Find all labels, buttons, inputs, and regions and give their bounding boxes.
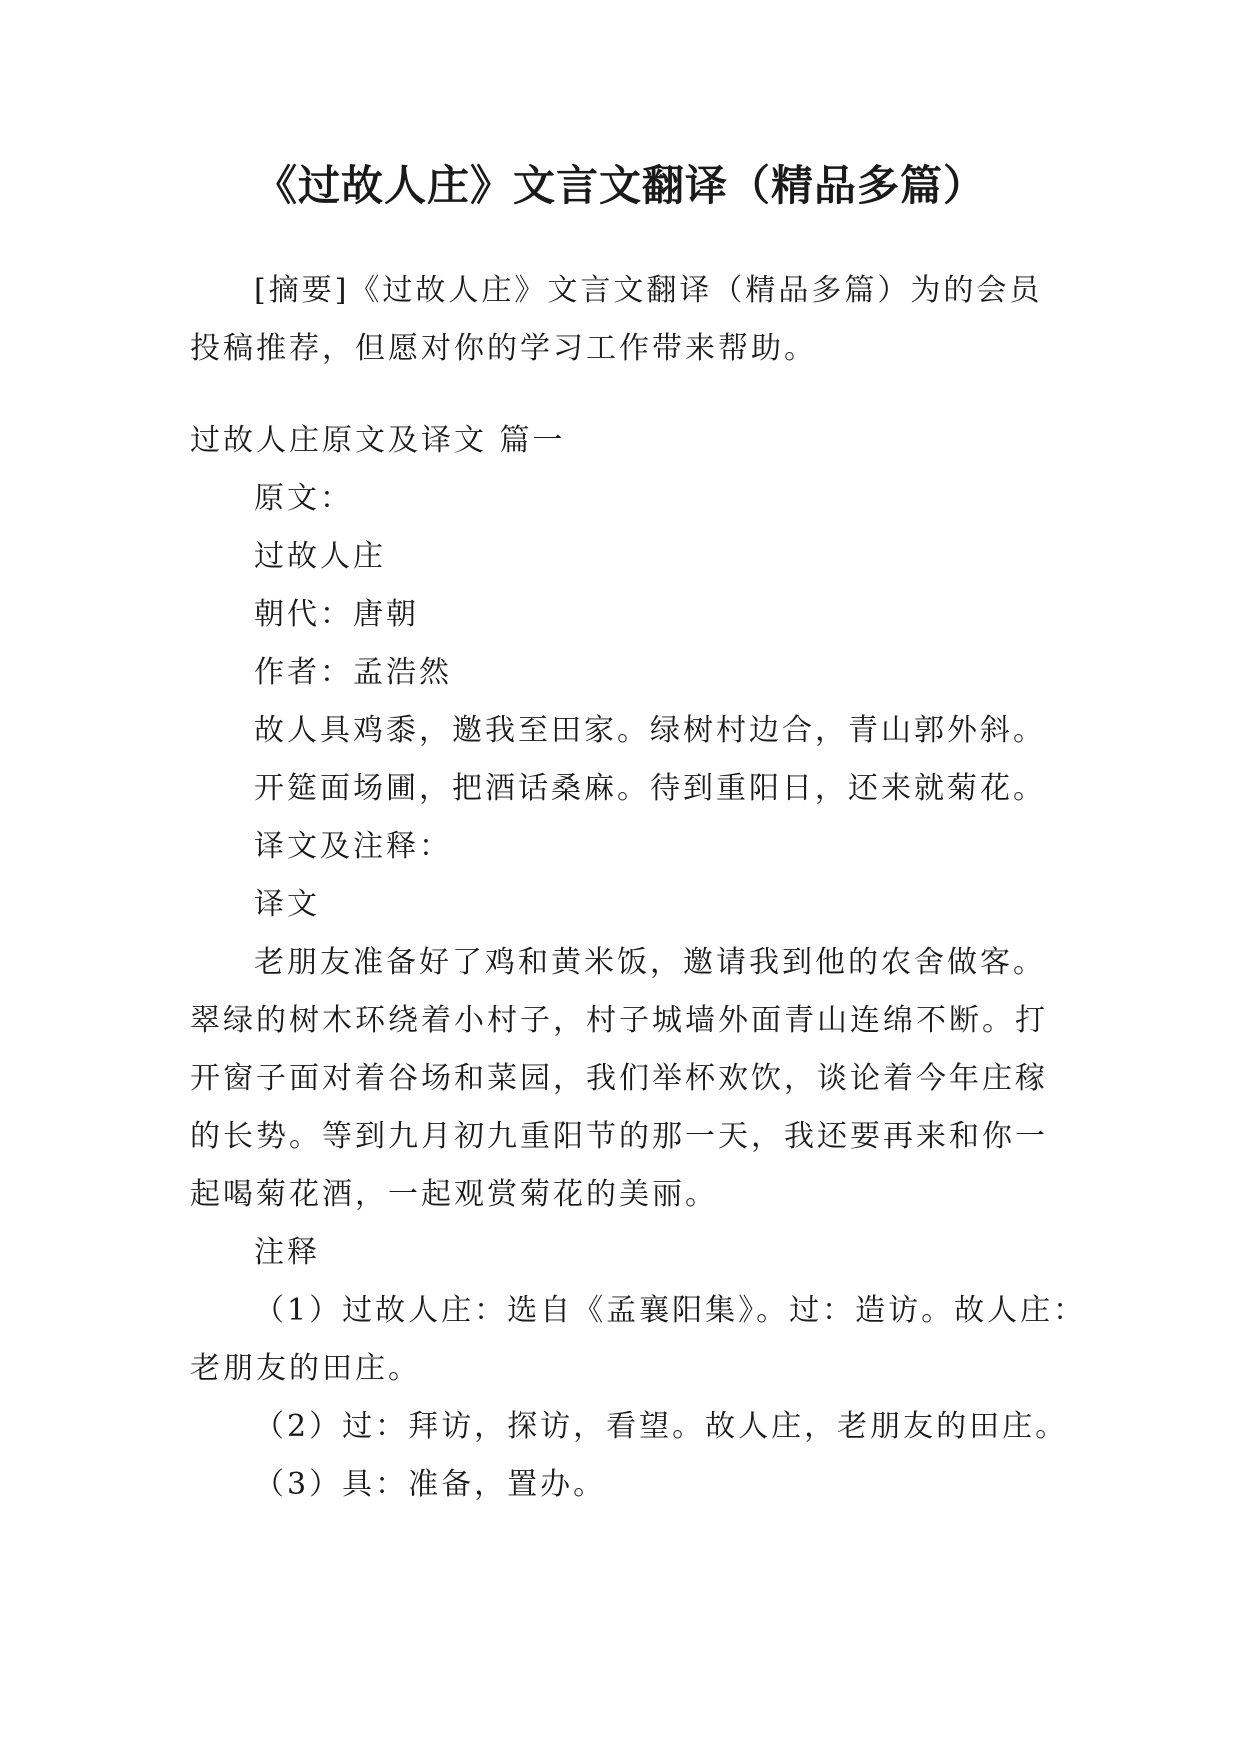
abstract xyxy=(190,262,1070,378)
notes-label: 注释 xyxy=(254,1235,320,1270)
translation-label: 译文 xyxy=(254,887,320,922)
document-title: 《过故人庄》文言文翻译（精品多篇） xyxy=(254,161,986,210)
original-label: 原文： xyxy=(254,481,353,516)
poem-line: 开筵面场圃，把酒话桑麻。待到重阳日，还来就菊花。 xyxy=(254,771,1046,806)
translation-line: 的长势。等到九月初九重阳节的那一天，我还要再来和你一 xyxy=(190,1119,1048,1154)
poem-title: 过故人庄 xyxy=(254,539,386,574)
translation-line: 起喝菊花酒，一起观赏菊花的美丽。 xyxy=(190,1177,718,1212)
note-item: （1）过故人庄：选自《孟襄阳集》。过：造访。故人庄： xyxy=(254,1293,1087,1328)
translation-line: 老朋友准备好了鸡和黄米饭，邀请我到他的农舍做客。 xyxy=(254,945,1046,980)
abstract-line: 投稿推荐，但愿对你的学习工作带来帮助。 xyxy=(190,331,817,366)
section-body xyxy=(190,412,1087,1514)
translation-notes-label: 译文及注释： xyxy=(254,829,452,864)
translation-line: 翠绿的树木环绕着小村子，村子城墙外面青山连绵不断。打 xyxy=(190,1003,1048,1038)
poem-author: 作者：孟浩然 xyxy=(254,655,452,690)
abstract-line: [摘要]《过故人庄》文言文翻译（精品多篇）为的会员 xyxy=(254,273,1043,308)
poem-line: 故人具鸡黍，邀我至田家。绿树村边合，青山郭外斜。 xyxy=(254,713,1046,748)
note-item-continuation: 老朋友的田庄。 xyxy=(190,1351,421,1386)
note-item: （3）具：准备，置办。 xyxy=(254,1467,607,1502)
poem-dynasty: 朝代：唐朝 xyxy=(254,597,419,632)
section-heading: 过故人庄原文及译文 篇一 xyxy=(190,423,566,458)
note-item: （2）过：拜访，探访，看望。故人庄，老朋友的田庄。 xyxy=(254,1409,1069,1444)
translation-line: 开窗子面对着谷场和菜园，我们举杯欢饮，谈论着今年庄稼 xyxy=(190,1061,1048,1096)
